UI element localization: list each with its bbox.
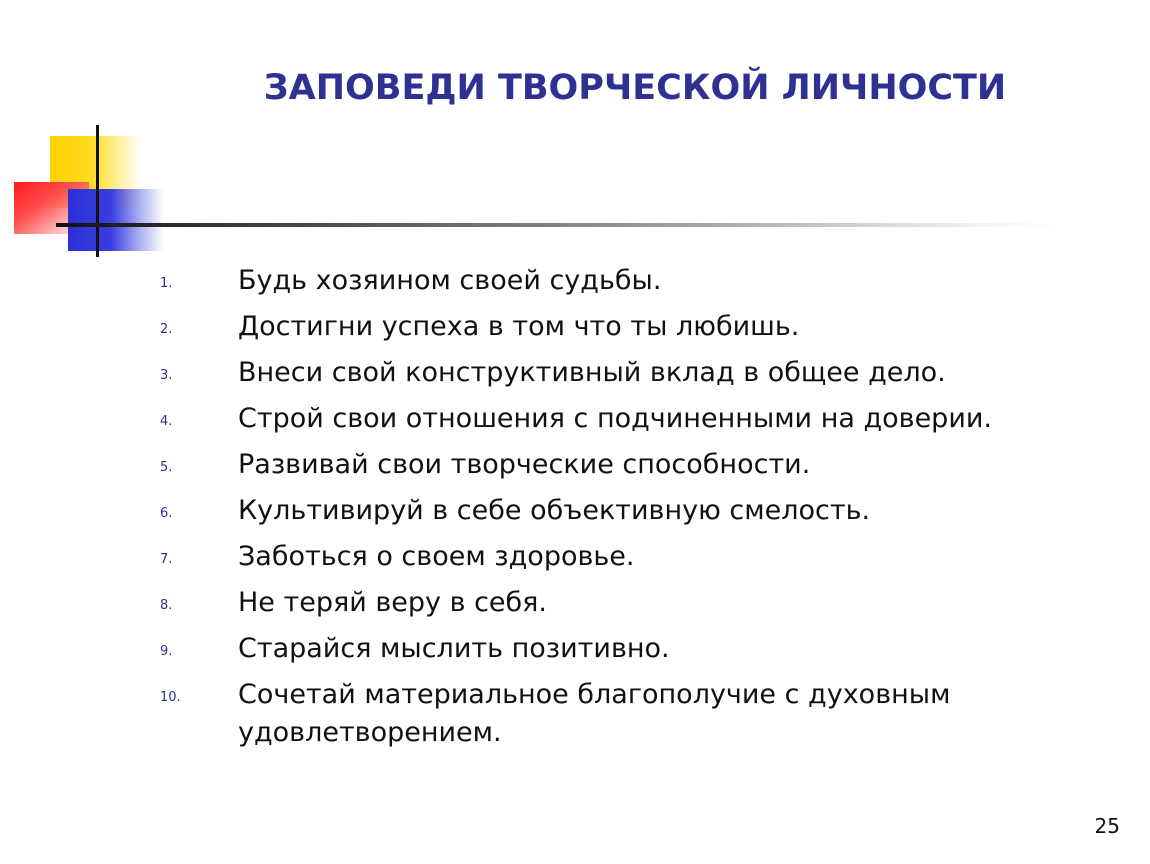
list-item-number: 2.	[160, 322, 173, 337]
list-item-text: Заботься о своем здоровье.	[238, 541, 635, 572]
list-item-number: 1.	[160, 276, 173, 291]
list-item	[160, 630, 1100, 668]
list-item-text: Достигни успеха в том что ты любишь.	[238, 311, 800, 342]
list-item-number: 8.	[160, 598, 173, 613]
list-item-text: Развивай свои творческие способности.	[238, 449, 811, 480]
list-item-number: 10.	[160, 690, 181, 705]
list-item-number: 3.	[160, 368, 173, 383]
list-item	[160, 492, 1100, 530]
page-number: 25	[1094, 814, 1120, 838]
corner-decoration	[0, 0, 1150, 270]
list-item	[160, 676, 1100, 752]
list-item-number: 6.	[160, 506, 173, 521]
list-item	[160, 400, 1100, 438]
list-item-number: 9.	[160, 644, 173, 659]
list-item-number: 4.	[160, 414, 173, 429]
list-item-text: Не теряй веру в себя.	[238, 587, 547, 618]
list-item-number: 7.	[160, 552, 173, 567]
list-item-text: Сочетай материальное благополучие с духовным удовлетворением.	[238, 679, 951, 748]
horizontal-divider-line	[56, 223, 1066, 227]
list-item-text: Будь хозяином своей судьбы.	[238, 265, 662, 296]
list-item	[160, 354, 1100, 392]
blue-square-decoration	[68, 189, 164, 251]
list-item	[160, 446, 1100, 484]
list-item-text: Культивируй в себе объективную смелость.	[238, 495, 871, 526]
list-item-text: Старайся мыслить позитивно.	[238, 633, 670, 664]
slide-title: ЗАПОВЕДИ ТВОРЧЕСКОЙ ЛИЧНОСТИ	[263, 68, 1007, 108]
list-item-text: Внеси свой конструктивный вклад в общее дело.	[238, 357, 946, 388]
commandments-list	[160, 262, 1100, 760]
list-item	[160, 538, 1100, 576]
list-item	[160, 308, 1100, 346]
list-item-text: Строй свои отношения с подчиненными на доверии.	[238, 403, 992, 434]
list-item	[160, 262, 1100, 300]
vertical-divider-line	[96, 125, 99, 257]
list-item	[160, 584, 1100, 622]
list-item-number: 5.	[160, 460, 173, 475]
